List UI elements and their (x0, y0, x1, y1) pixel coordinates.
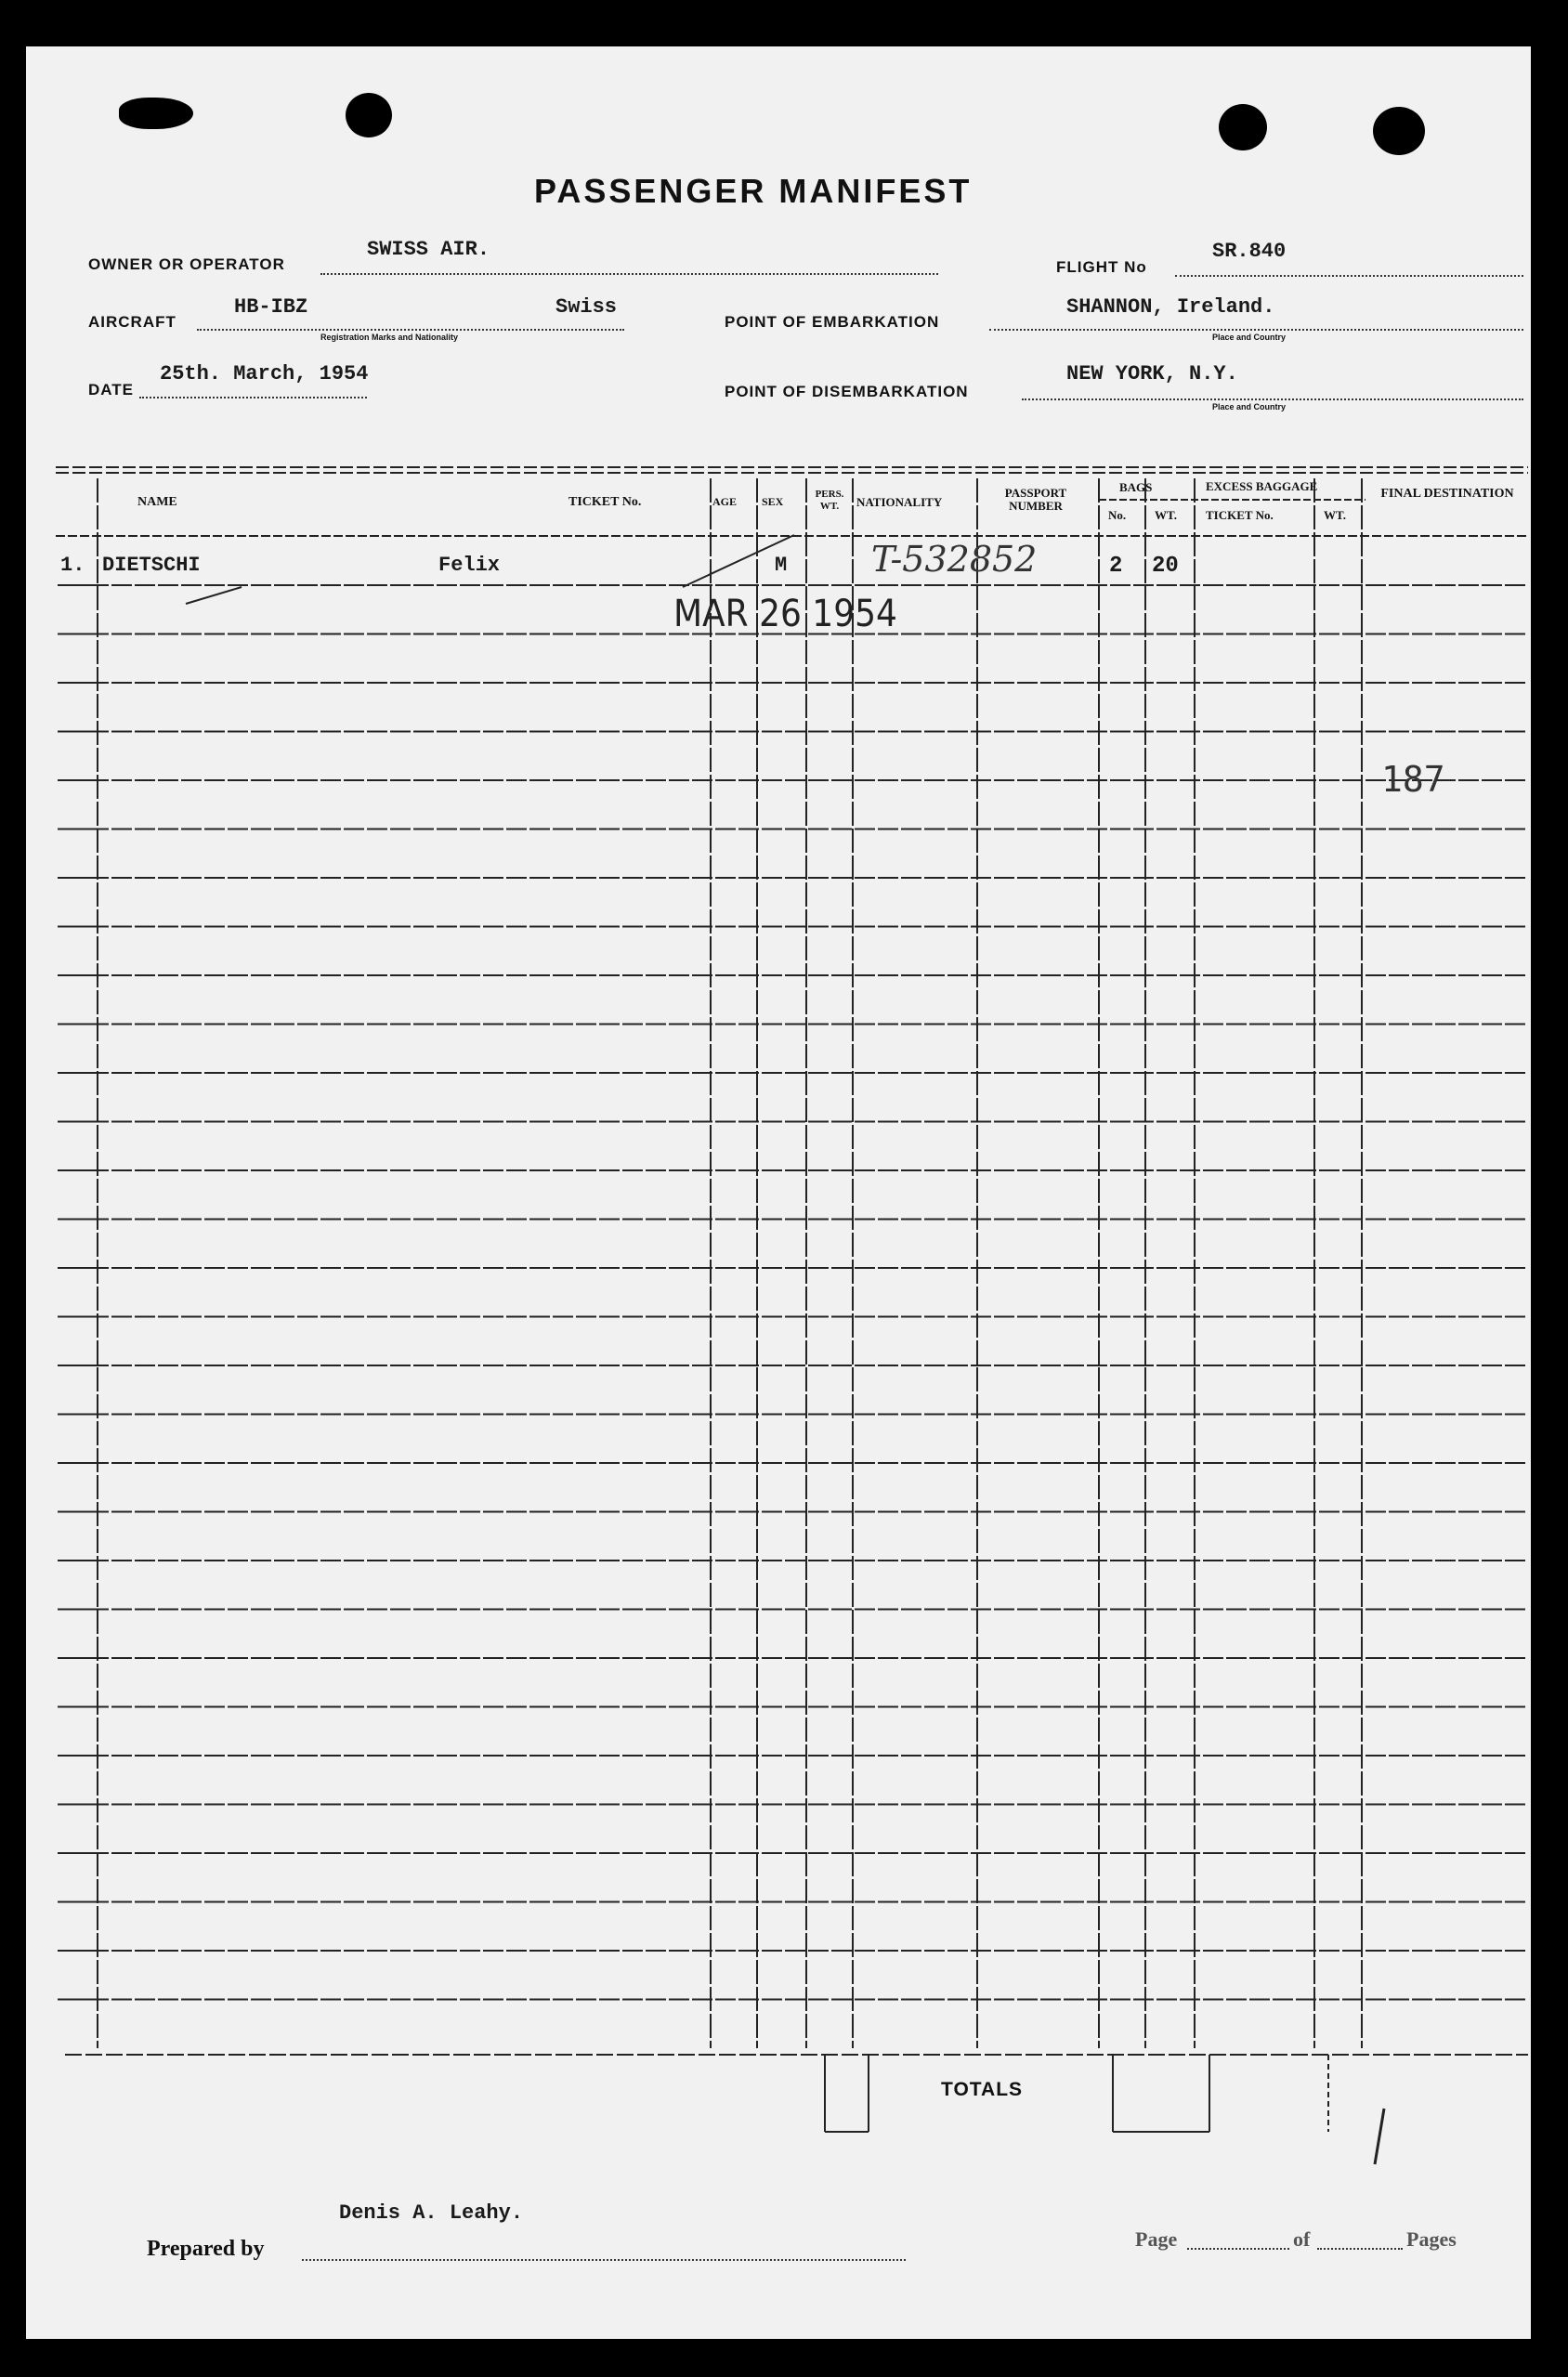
pages-label: Pages (1406, 2227, 1457, 2251)
disembarkation-place-note: Place and Country (1212, 402, 1287, 411)
passenger-passport-number: T-532852 (871, 539, 1038, 580)
aircraft-label: AIRCRAFT (88, 313, 176, 331)
prepared-by-label: Prepared by (147, 2237, 265, 2261)
date-label: DATE (88, 381, 135, 398)
flight-no-label: FLIGHT No (1056, 258, 1147, 276)
handwritten-note: 187 (1381, 759, 1445, 800)
owner-operator-value: SWISS AIR. (367, 238, 490, 261)
passenger-bags-no: 2 (1109, 554, 1123, 579)
passenger-bags-wt: 20 (1152, 554, 1179, 579)
passenger-surname: DIETSCHI (102, 554, 201, 577)
owner-operator-label: OWNER OR OPERATOR (88, 255, 285, 273)
col-age: AGE (712, 495, 738, 508)
passenger-index: 1. (60, 554, 85, 577)
col-sex: SEX (762, 495, 784, 508)
col-excess-baggage: EXCESS BAGGAGE (1206, 479, 1318, 493)
prepared-by-value: Denis A. Leahy. (339, 2201, 524, 2225)
col-name: NAME (137, 495, 177, 509)
hand-mark (186, 587, 242, 604)
embarkation-value: SHANNON, Ireland. (1066, 295, 1275, 319)
totals-label: TOTALS (941, 2079, 1024, 2100)
disembarkation-value: NEW YORK, N.Y. (1066, 362, 1238, 385)
passenger-given-name: Felix (438, 554, 501, 577)
col-pers-wt: PERS. WT. (815, 489, 844, 512)
hand-mark (1375, 2109, 1384, 2164)
col-nationality: NATIONALITY (856, 495, 943, 509)
col-final-destination: FINAL DESTINATION (1380, 487, 1514, 501)
of-label: of (1293, 2227, 1311, 2251)
col-bags-wt: WT. (1155, 508, 1177, 522)
received-date-stamp: MAR 26 1954 (673, 593, 897, 635)
col-excess-ticket-no: TICKET No. (1206, 508, 1274, 522)
col-bags-no: No. (1108, 508, 1127, 522)
page-title: PASSENGER MANIFEST (534, 172, 973, 210)
date-value: 25th. March, 1954 (160, 362, 369, 385)
passenger-sex: M (775, 554, 788, 577)
col-bags: BAGS (1119, 480, 1153, 494)
aircraft-registration-value: HB-IBZ (234, 295, 308, 319)
col-excess-wt: WT. (1324, 508, 1346, 522)
embarkation-place-note: Place and Country (1212, 333, 1287, 342)
aircraft-nationality-value: Swiss (555, 295, 618, 319)
registration-note: Registration Marks and Nationality (320, 333, 459, 342)
page-label: Page (1135, 2227, 1178, 2251)
flight-no-value: SR.840 (1212, 240, 1287, 263)
disembarkation-label: POINT OF DISEMBARKATION (725, 383, 969, 400)
embarkation-label: POINT OF EMBARKATION (725, 313, 940, 331)
col-passport-number: PASSPORT NUMBER (1004, 486, 1067, 513)
col-ticket-no: TICKET No. (568, 495, 642, 509)
